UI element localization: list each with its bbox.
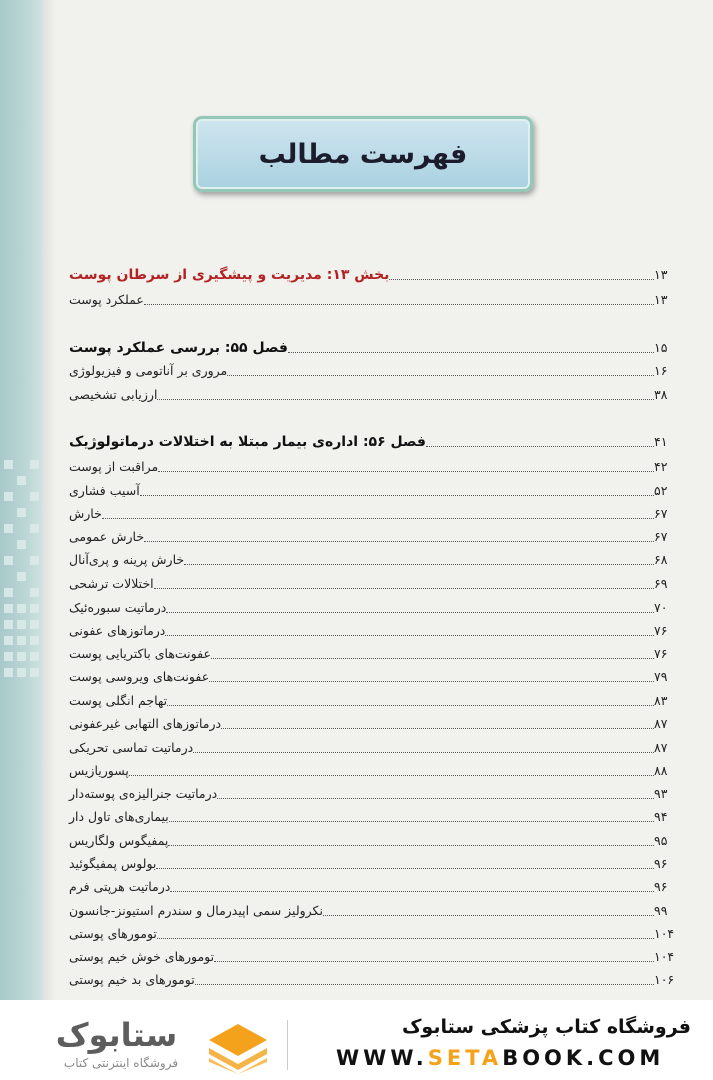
toc-entry-label: فصل ۵۶: اداره‌ی بیمار مبتلا به اختلالات درماتولوژیک: [69, 434, 426, 450]
toc-chapter-heading: [66, 430, 682, 452]
toc-page-number: ۸۷: [654, 740, 668, 755]
toc-page-number: ۶۹: [654, 576, 668, 591]
toc-entry: [66, 288, 682, 310]
toc-entry-label: خارش: [69, 506, 102, 521]
toc-entry-label: خارش عمومی: [69, 529, 145, 544]
toc-page-number: ۹۹: [654, 903, 668, 918]
toc-entry-label: درماتوزهای التهابی غیرعفونی: [69, 716, 222, 731]
toc-entry: [66, 968, 682, 990]
footer-divider: [287, 1020, 288, 1070]
toc-entry: [66, 875, 682, 897]
toc-entry-label: درماتیت سبوره‌ئیک: [69, 600, 167, 615]
toc-entry-label: خارش پرینه و پری‌آنال: [69, 552, 185, 567]
url-suffix: BOOK.COM: [502, 1046, 665, 1070]
toc-page-number: ۷۹: [654, 669, 668, 684]
toc-entry-label: بخش ۱۳: مدیریت و پیشگیری از سرطان پوست: [69, 267, 390, 283]
brand-logo-subtext: فروشگاه اینترنتی کتاب: [63, 1056, 179, 1070]
brand-logo-text: ستابوک: [55, 1016, 178, 1054]
toc-entry: [66, 619, 682, 641]
toc-entry-label: تومورهای خوش خیم پوستی: [69, 949, 215, 964]
book-logo-icon: [205, 1018, 271, 1074]
toc-entry-label: مروری بر آناتومی و فیزیولوژی: [69, 363, 228, 378]
toc-dot-leader: [166, 611, 654, 613]
toc-entry: [66, 383, 682, 405]
toc-page-number: ۸۷: [654, 716, 668, 731]
toc-page-number: ۴۲: [654, 459, 668, 474]
toc-entry: [66, 665, 682, 687]
toc-dot-leader: [165, 634, 654, 636]
toc-dot-leader: [211, 657, 654, 659]
toc-entry-label: عفونت‌های ویروسی پوست: [69, 669, 210, 684]
toc-page-number: ۹۴: [654, 809, 668, 824]
toc-dot-leader: [157, 937, 654, 939]
toc-page-number: ۱۶: [654, 363, 668, 378]
toc-entry-label: درماتیت جنرالیزه‌ی پوسته‌دار: [69, 786, 218, 801]
toc-entry-label: اختلالات ترشحی: [69, 576, 154, 591]
toc-title: فهرست مطالب: [258, 138, 468, 170]
toc-dot-leader: [167, 704, 654, 706]
toc-entry: [66, 922, 682, 944]
toc-entry-label: پسوریازیس: [69, 763, 129, 778]
toc-entry: [66, 689, 682, 711]
toc-entry-label: نکرولیز سمی اپیدرمال و سندرم استیونز-جانسون: [69, 903, 323, 918]
url-accent: SETA: [427, 1046, 503, 1070]
toc-dot-leader: [156, 867, 654, 869]
toc-page-number: ۴۱: [654, 434, 668, 449]
toc-entry: [66, 479, 682, 501]
toc-entry-label: تومورهای پوستی: [69, 926, 157, 941]
toc-page-number: ۹۶: [654, 856, 668, 871]
toc-dot-leader: [157, 398, 654, 400]
toc-dot-leader: [170, 890, 654, 892]
toc-entry: [66, 502, 682, 524]
store-url[interactable]: [336, 1046, 664, 1070]
toc-page-number: ۱۰۴: [654, 949, 675, 964]
toc-entry-label: مراقبت از پوست: [69, 459, 159, 474]
toc-page-number: ۶۷: [654, 529, 668, 544]
toc-entry: [66, 829, 682, 851]
toc-dot-leader: [214, 960, 654, 962]
toc-entry-label: تهاجم انگلی پوست: [69, 693, 168, 708]
toc-dot-leader: [144, 303, 654, 305]
toc-dot-leader: [184, 563, 654, 565]
toc-page-number: ۸۳: [654, 693, 668, 708]
toc-dot-leader: [154, 587, 654, 589]
toc-entry-label: بولوس پمفیگوئید: [69, 856, 157, 871]
toc-entry: [66, 782, 682, 804]
toc-page-number: ۱۵: [654, 340, 668, 355]
toc-entry: [66, 712, 682, 734]
toc-dot-leader: [129, 774, 654, 776]
toc-dot-leader: [158, 470, 654, 472]
toc-dot-leader: [217, 797, 654, 799]
toc-entry-label: ارزیابی تشخیصی: [69, 387, 158, 402]
toc-page-number: ۶۸: [654, 552, 668, 567]
toc-page-number: ۳۸: [654, 387, 668, 402]
toc-entry: [66, 359, 682, 381]
toc-page-number: ۱۰۴: [654, 926, 675, 941]
toc-entry-label: پمفیگوس ولگاریس: [69, 833, 169, 848]
toc-entry-label: آسیب فشاری: [69, 483, 140, 498]
toc-dot-leader: [140, 494, 654, 496]
toc-page-number: ۱۳: [654, 292, 668, 307]
toc-dot-leader: [323, 914, 654, 916]
toc-page-number: ۱۰۶: [654, 972, 675, 987]
toc-page-number: ۶۷: [654, 506, 668, 521]
toc-entry-label: بیماری‌های تاول دار: [69, 809, 169, 824]
toc-entry: [66, 596, 682, 618]
toc-entry: [66, 899, 682, 921]
toc-dot-leader: [168, 844, 654, 846]
toc-page-number: ۸۸: [654, 763, 668, 778]
store-name: فروشگاه کتاب پزشکی ستابوک: [401, 1016, 691, 1038]
toc-page-number: ۹۳: [654, 786, 668, 801]
toc-dot-leader: [227, 374, 654, 376]
url-prefix: WWW.: [336, 1046, 428, 1070]
toc-page-number: ۹۵: [654, 833, 668, 848]
toc-entry-label: فصل ۵۵: بررسی عملکرد پوست: [69, 340, 288, 356]
toc-dot-leader: [389, 278, 654, 280]
toc-chapter-heading: [66, 336, 682, 358]
toc-entry: [66, 736, 682, 758]
footer-banner: [0, 1000, 713, 1080]
toc-dot-leader: [144, 540, 654, 542]
toc-entry: [66, 572, 682, 594]
toc-page-number: ۷۰: [654, 600, 668, 615]
toc-entry: [66, 759, 682, 781]
toc-entry-label: درماتیت تماسی تحریکی: [69, 740, 194, 755]
toc-entry-label: عفونت‌های باکتریایی پوست: [69, 646, 211, 661]
toc-entry: [66, 455, 682, 477]
toc-dot-leader: [169, 820, 654, 822]
toc-page-number: ۹۶: [654, 879, 668, 894]
toc-entry: [66, 805, 682, 827]
toc-entry: [66, 525, 682, 547]
toc-entry-label: عملکرد پوست: [69, 292, 144, 307]
toc-page-number: ۱۳: [654, 267, 668, 282]
toc-dot-leader: [102, 517, 654, 519]
toc-entry: [66, 548, 682, 570]
toc-dot-leader: [426, 445, 654, 447]
toc-dot-leader: [288, 351, 654, 353]
toc-entry-label: درماتوزهای عفونی: [69, 623, 166, 638]
toc-entry-label: درماتیت هرپتی فرم: [69, 879, 171, 894]
toc-dot-leader: [195, 983, 654, 985]
toc-part-heading: [66, 263, 682, 285]
toc-dot-leader: [209, 680, 654, 682]
toc-page-number: ۷۶: [654, 646, 668, 661]
toc-entry: [66, 945, 682, 967]
toc-entry: [66, 852, 682, 874]
toc-page-number: ۷۶: [654, 623, 668, 638]
toc-page-number: ۵۲: [654, 483, 668, 498]
toc-dot-leader: [221, 727, 654, 729]
toc-entry: [66, 642, 682, 664]
toc-dot-leader: [193, 751, 654, 753]
toc-entry-label: تومورهای بد خیم پوستی: [69, 972, 195, 987]
